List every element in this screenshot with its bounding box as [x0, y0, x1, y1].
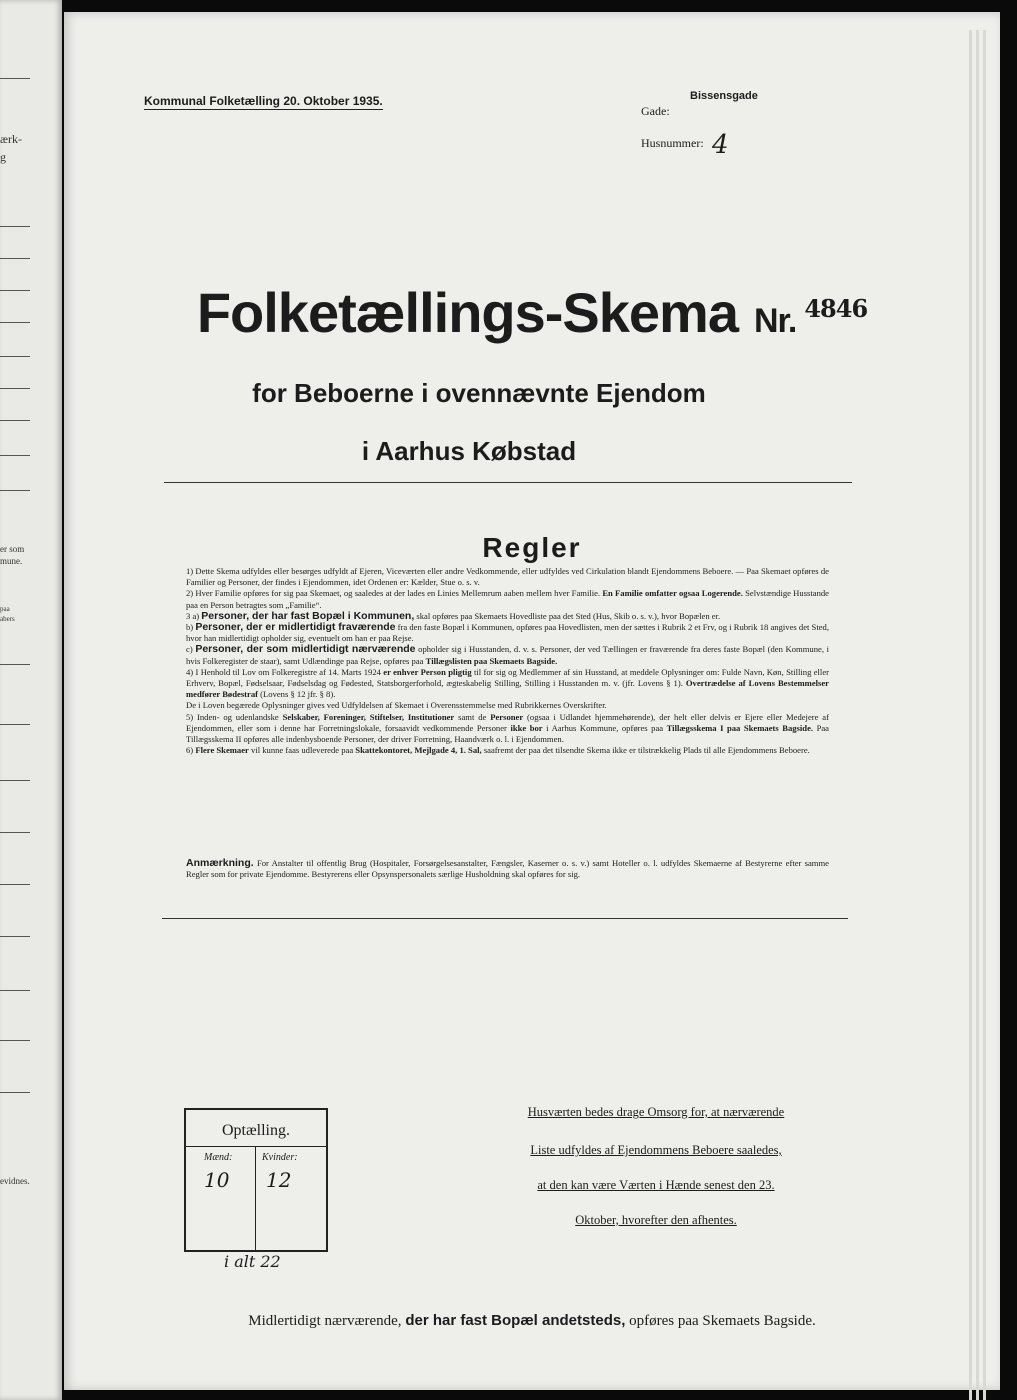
form-number-label: Nr.: [754, 302, 797, 340]
rule-4-note: De i Loven begærede Oplysninger gives ved Udfyldelsen af Skemaet i Overensstemmelse med Rubrikkernes Overskrifter.: [186, 700, 607, 711]
rules-heading: Regler: [482, 532, 582, 563]
facing-rule: [0, 780, 30, 781]
page-edge: [983, 30, 986, 1400]
rule-6: 6) Flere Skemaer vil kunne faas udleverede paa Skattekontoret, Mejlgade 4, 1. Sal, saafremt der paa det tilsendte Skema ikke er tilstrækkelig Plads til alle Ejendommens Beboere.: [186, 745, 810, 756]
footer-note: Midlertidigt nærværende, der har fast Bopæl andetsteds, opføres paa Skemaets Bagside.: [248, 1312, 816, 1329]
facing-fragment: er som: [0, 544, 25, 554]
count-divider: [255, 1146, 256, 1250]
notice-line-2: Liste udfyldes af Ejendommens Beboere saaledes,: [530, 1143, 782, 1157]
facing-rule: [0, 388, 30, 389]
facing-rule: [0, 356, 30, 357]
rule-3b: b) Personer, der er midlertidigt fraværende fra den faste Bopæl i Kommunen, opføres paa Hovedlisten, men der sættes i Rubrik 2 et Frv, og i Rubrik 18 angives det Sted, hvor han midlertidigt opholder sig, eventuelt om han er paa Rejse.: [186, 621, 829, 644]
facing-fragment: g: [0, 150, 6, 164]
facing-rule: [0, 78, 30, 79]
facing-rule: [0, 290, 30, 291]
notice-line-1: Husværten bedes drage Omsorg for, at nærværende: [527, 1105, 785, 1119]
divider: [164, 482, 852, 483]
facing-rule: [0, 832, 30, 833]
gade-label: Gade:: [641, 104, 670, 118]
facing-rule: [0, 226, 30, 227]
notice-line-4: Oktober, hvorefter den afhentes.: [575, 1213, 737, 1227]
men-count: 10: [204, 1168, 230, 1192]
census-form-page: [64, 12, 1000, 1390]
facing-rule: [0, 322, 30, 323]
husnummer-value: 4: [712, 130, 729, 160]
divider: [162, 918, 848, 919]
rule-1: 1) Dette Skema udfyldes eller besørges udfyldt af Ejeren, Viceværten eller andre Vedkommende, eller udfyldes ved Cirkulation blandt Ejendommens Beboere. — Paa Skemaet opføres de Familier og Personer, der findes i Ejendommen, idet Ordenen er: Kælder, Stue o. s. v.: [186, 566, 829, 588]
facing-fragment: evidnes.: [0, 1176, 30, 1186]
women-count: 12: [266, 1168, 292, 1192]
facing-fragment: paa: [0, 605, 10, 613]
facing-rule: [0, 1092, 30, 1093]
gade-value: Bissensgade: [690, 90, 758, 102]
page-edge: [976, 30, 979, 1400]
remark-label: Anmærkning.: [186, 857, 254, 869]
page-edge: [969, 30, 972, 1400]
facing-rule: [0, 936, 30, 937]
total-count-note: i alt 22: [224, 1252, 281, 1271]
form-subtitle-2: i Aarhus Købstad: [361, 436, 577, 466]
census-date-header: Kommunal Folketælling 20. Oktober 1935.: [144, 94, 383, 108]
husnummer-label: Husnummer:: [641, 136, 704, 150]
count-title: Optælling.: [221, 1122, 290, 1139]
form-number-value: 4846: [804, 294, 868, 323]
facing-rule: [0, 724, 30, 725]
facing-rule: [0, 1040, 30, 1041]
facing-rule: [0, 420, 30, 421]
rule-2: 2) Hver Familie opføres for sig paa Skemaet, og saaledes at der lades en Linies Mellemrum aaben mellem hver Familie. En Familie omfatter ogsaa Logerende. Selvstændige Husstande paa en Person betragtes som „Familie“.: [186, 588, 829, 610]
facing-rule: [0, 990, 30, 991]
count-box: [184, 1108, 328, 1252]
rules-text: [186, 566, 829, 756]
remark-text: Anmærkning. For Anstalter til offentlig Brug (Hospitaler, Forsørgelsesanstalter, Fængsler, Kaserner o. s. v.) samt Hoteller o. l. udfyldes Skemaerne af Bestyrerne efter samme Regler som for private Ejendomme. Bestyrerens eller Opsynspersonalets særlige Husholdning skal opføres for sig.: [186, 857, 829, 880]
form-title-main: Folketællings-Skema: [196, 281, 738, 344]
facing-rule: [0, 664, 30, 665]
form-title: [64, 280, 1000, 345]
facing-rule: [0, 455, 30, 456]
facing-fragment: mune.: [0, 556, 23, 566]
rule-3a: 3 a) Personer, der har fast Bopæl i Kommunen, skal opføres paa Skemaets Hovedliste paa det Sted (Hus, Skib o. s. v.), hvor Bopælen er.: [186, 609, 721, 622]
form-subtitle-1: for Beboerne i ovennævnte Ejendom: [252, 378, 706, 408]
rule-4: 4) I Henhold til Lov om Folkeregistre af 14. Marts 1924 er enhver Person pligtig til for sig og Medlemmer af sin Husstand, at meddele Oplysninger om: Fulde Navn, Køn, Stilling eller Erhverv, Bopæl, Fødselsaar, Fødselsdag og Fødested, Statsborgerforhold, ægteskabelig Stilling, Stilling i Husstanden m. v. (jfr. Lovens § 1). Overtrædelse af Lovens Bestemmelser medfører Bødestraf (Lovens § 12 jfr. § 8).: [186, 666, 829, 700]
rule-3c: c) Personer, der som midlertidigt nærværende opholder sig i Husstanden, d. v. s. Personer, der ved Tællingen er fraværende fra deres faste Bopæl (den Kommune, i hvis Folkeregister de staar), samt Udlændinge paa Rejse, opføres paa Tillægslisten paa Skemaets Bagside.: [186, 643, 829, 666]
rule-5: 5) Inden- og udenlandske Selskaber, Foreninger, Stiftelser, Institutioner samt de Personer (ogsaa i Udlandet hjemmehørende), der helt eller delvis er Ejere eller Medejere af Ejendommen, eller som i denne har Forretningslokale, forsaavidt vedkommende Personer ikke bor i Aarhus Kommune, opføres paa Tillægsskema I paa Skemaets Bagside. Paa Tillægsskema II opføres alle indenbysboende Personer, der driver Forretning, Haandværk o. l. i Ejendommen.: [186, 711, 829, 745]
facing-fragment: abers: [0, 615, 15, 623]
notice-line-3: at den kan være Værten i Hænde senest den 23.: [537, 1178, 775, 1192]
facing-rule: [0, 884, 30, 885]
facing-rule: [0, 258, 30, 259]
count-divider: [186, 1146, 326, 1147]
women-label: Kvinder:: [262, 1152, 298, 1163]
men-label: Mænd:: [204, 1152, 233, 1163]
facing-page: [0, 0, 62, 1400]
facing-fragment: ærk-: [0, 132, 22, 146]
facing-rule: [0, 490, 30, 491]
